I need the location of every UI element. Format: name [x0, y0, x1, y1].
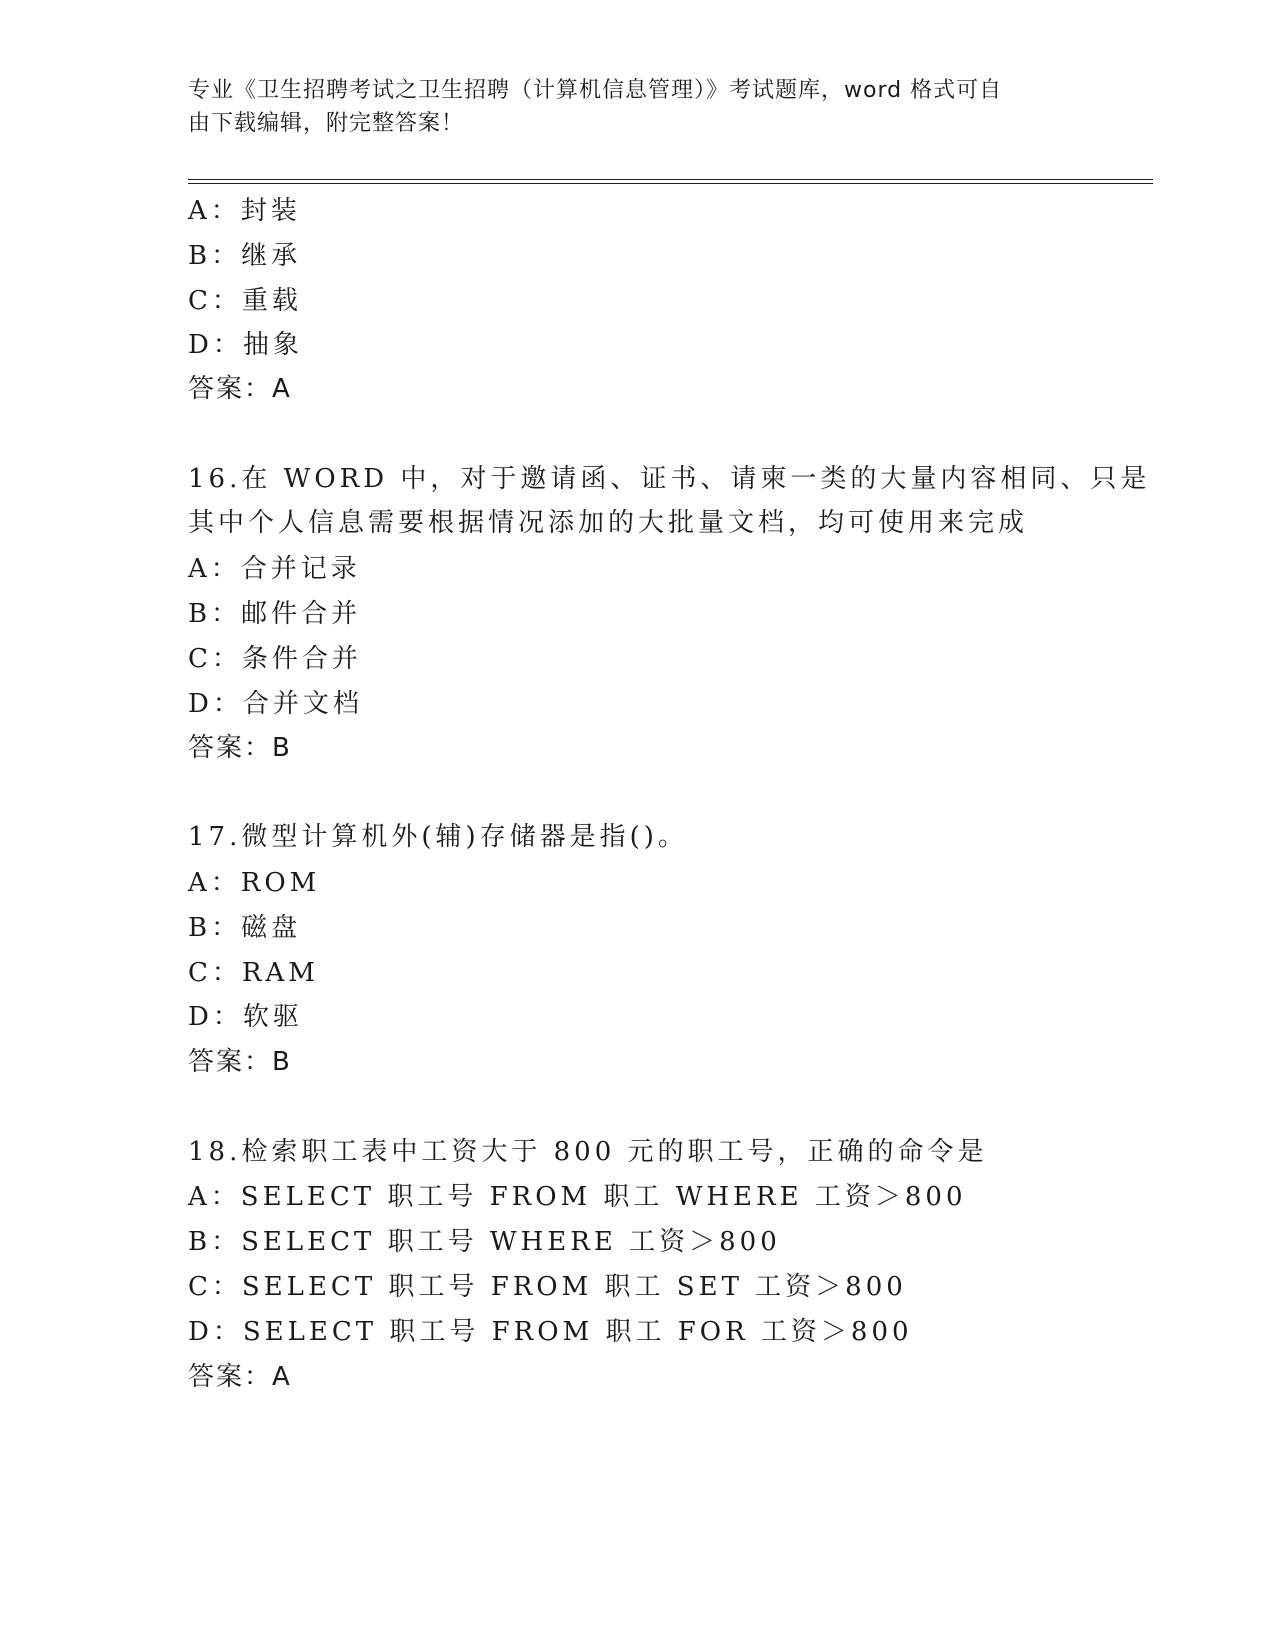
- q18-option-a: A：SELECT 职工号 FROM 职工 WHERE 工资＞800: [188, 1182, 967, 1212]
- header-rule-top: [188, 179, 1153, 180]
- q16-stem-line-2: 其中个人信息需要根据情况添加的大批量文档，均可使用来完成: [188, 508, 1029, 538]
- q17-option-b: B：磁盘: [188, 913, 302, 943]
- q17-stem: 17.微型计算机外(辅)存储器是指()。: [188, 822, 688, 852]
- q15-option-c: C：重载: [188, 286, 302, 316]
- q17-answer: 答案：B: [188, 1047, 292, 1077]
- document-header: [188, 74, 1068, 140]
- q15-option-b: B：继承: [188, 241, 302, 271]
- q18-answer: 答案：A: [188, 1362, 292, 1392]
- q16-option-a: A：合并记录: [188, 554, 361, 584]
- header-line-1: 专业《卫生招聘考试之卫生招聘（计算机信息管理）》考试题库，word 格式可自: [188, 78, 1003, 103]
- q17-option-a: A：ROM: [188, 868, 321, 898]
- header-line-2: 由下载编辑，附完整答案！: [188, 111, 465, 136]
- q15-option-d: D：抽象: [188, 330, 303, 360]
- header-rule-bottom: [188, 183, 1153, 184]
- q17-option-d: D：软驱: [188, 1002, 303, 1032]
- q18-option-c: C：SELECT 职工号 FROM 职工 SET 工资＞800: [188, 1272, 907, 1302]
- q16-option-c: C：条件合并: [188, 644, 362, 674]
- q16-option-d: D：合并文档: [188, 689, 363, 719]
- q16-option-b: B：邮件合并: [188, 599, 362, 629]
- q15-answer: 答案：A: [188, 374, 292, 404]
- q16-answer: 答案：B: [188, 733, 292, 763]
- q18-option-d: D：SELECT 职工号 FROM 职工 FOR 工资＞800: [188, 1317, 913, 1347]
- q18-option-b: B：SELECT 职工号 WHERE 工资＞800: [188, 1227, 781, 1257]
- q18-stem: 18.检索职工表中工资大于 800 元的职工号，正确的命令是: [188, 1137, 988, 1167]
- q16-stem-line-1: 16.在 WORD 中，对于邀请函、证书、请柬一类的大量内容相同、只是: [188, 464, 1151, 494]
- q17-option-c: C：RAM: [188, 958, 319, 988]
- q15-option-a: A：封装: [188, 196, 301, 226]
